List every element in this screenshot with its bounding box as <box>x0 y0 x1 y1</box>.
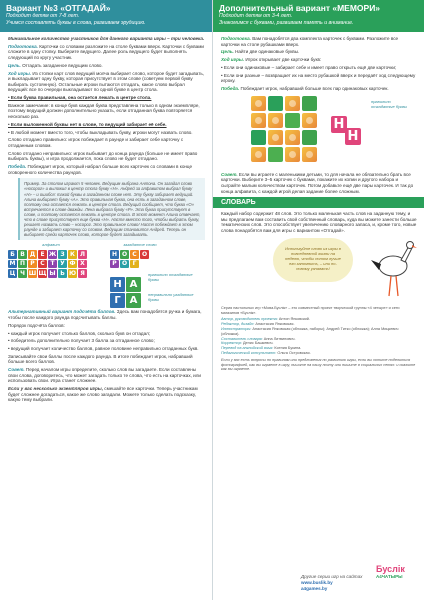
advice-heading: Совет. <box>8 367 25 373</box>
few-para <box>8 386 205 403</box>
memory-card <box>285 147 300 162</box>
letter-tile: Х <box>78 260 87 269</box>
letter-tile: М <box>9 260 16 268</box>
letter-tile: Щ <box>38 269 47 277</box>
win-para <box>8 164 205 175</box>
contact-text: Если у вас есть вопросы по правилам или предложения по развитию игры, если вы хотите поделиться фотографией, как вы играете в игру, пишите на нашу почту или пишите в социальных сетях: и скажите как вы играете. <box>221 357 416 372</box>
memory-advice-heading: Совет. <box>221 171 238 177</box>
memory-card <box>268 96 283 111</box>
site-links <box>301 574 362 592</box>
rule-2: • победитель дополнительно получает 3 балла за отгаданное слово; <box>8 338 155 344</box>
bullet-important: Важное замечание: в конце букв каждая буква представлена только в одном экземпляре, поэтому ведущий должен дополнительно указать, если отгаданная буква повторяется несколько раз. <box>8 102 200 120</box>
site-link-a4games[interactable]: a4games.by <box>301 586 328 591</box>
alphabet-label: алфавит <box>42 242 60 248</box>
bullet-wrong: • Если выложенной буквы нет в слове, то ведущий забирает её себе. <box>8 121 167 127</box>
memory-card <box>251 96 266 111</box>
move-heading: Ход игры. <box>8 70 32 76</box>
memory-win-text: Побеждает игрок, набравший больше всех пар одинаковых карточек. <box>240 86 389 92</box>
letter-tile: А <box>126 277 141 292</box>
memory-move-text: Игрок открывает две карточки букв: <box>245 57 322 63</box>
right-letters-grid <box>110 277 141 292</box>
memory-same: • Если они одинаковые – забирает себе и имеет право открыть ещё две карточки; <box>221 64 397 70</box>
goal-text: Отгадать загаданное ведущим слово. <box>22 62 103 68</box>
memory-card <box>302 96 317 111</box>
credit-editor-key: Редактор, дизайн: <box>221 322 255 327</box>
letter-tile: А <box>126 293 141 308</box>
variant-3-body <box>0 32 212 403</box>
example-note: Пример. За столом играют 5 человек. Ведущим выбрана Антона. Он загадал слово «носорог» и выложил в центр стола букву «Н». Андрей за алфавитом выбрал букву «Н» – и ошибся: такой буквы в загаданном слове нет. Эту букву забирает ведущий. Алина выбирает букву «А». Это правильная буква, она есть в загаданном слове, поэтому она остается лежать в центре стола. Ведущий сообщает, что буква «О» встречается в слове дважды. Лена выбрала букву «Р». Эта буква присутствует в слове, и поэтому остается лежать в центре стола. В этот момент Алина отвечает, что в слове присутствует еще буква «Н». Настя вместо того, чтобы выбрать букву, решает назвать слово – носорог. Это правильное слово! Настя побеждает в этом раунде и забирает карточку со словом. Ведущим становится Андрей. Теперь он выбирает среди карточек слово, которое будет загадывать. <box>18 178 205 240</box>
letter-tile: О <box>141 250 148 258</box>
site-link-buslik[interactable]: www.buslik.by <box>301 580 333 585</box>
advice-para <box>8 367 205 384</box>
memory-title: Дополнительный вариант «МЕМОРИ» <box>219 3 381 13</box>
memory-goal-sub: Знакомимся с буквами, развиваем память и внимание. <box>219 19 354 26</box>
letter-tile: Ч <box>18 269 27 278</box>
right-letters-label: правильно отгаданные буквы <box>148 272 193 283</box>
letter-tile: Ф <box>69 260 76 268</box>
memory-card <box>302 113 317 128</box>
letter-tile: З <box>58 250 67 259</box>
brand-name-2: А4ЧАТЫРЫ <box>376 574 403 579</box>
credits-intro: Серия настольных игр «Мова.Буслік» – это совместный проект творческой группы «4 четыре» и сети магазинов «Буслік». <box>221 305 400 315</box>
brand-name: Буслік <box>376 564 405 574</box>
few-text: смешайте все карточки. Теперь участникам будет сложнее догадаться, какое же слово загадали. Можете только сделать подсказку, какую тему выбрали. <box>8 386 198 403</box>
letter-tile: Я <box>78 269 87 278</box>
letter-tile: П <box>19 260 26 268</box>
memory-card <box>302 147 317 162</box>
memory-illustration <box>221 94 417 170</box>
alt-text: Здесь вам понадобятся ручка и бумага, чтобы после каждого раунда подсчитывать баллы. <box>8 309 202 320</box>
memory-cards-grid <box>251 96 317 162</box>
variant-3-header <box>0 0 212 32</box>
guess-ok: Слово отгадано правильно: игрок побеждает в раунде и забирает себе карточку с отгаданным словом. <box>8 137 184 148</box>
memory-card <box>251 113 266 128</box>
rules-heading: Порядок подсчёта баллов: <box>8 322 65 328</box>
mascot-area <box>213 236 424 306</box>
brand-logo <box>376 564 418 594</box>
memory-card <box>285 130 300 145</box>
memory-card <box>302 130 317 145</box>
credit-ped-key: Педагогический консультант: <box>221 350 277 355</box>
credit-ped-val: Ольга Островская. <box>277 350 311 355</box>
rule-1: • каждый игрок получает столько баллов, сколько букв он отгадал; <box>8 330 151 336</box>
credit-illustrators <box>221 327 416 337</box>
letter-tile: О <box>121 260 128 268</box>
memory-card <box>285 113 300 128</box>
memory-age: Подходит детям от 3-4 лет. <box>219 13 293 19</box>
alt-para <box>8 309 205 320</box>
bullet-right: • Если буква правильная, она остается лежать в центре стола. <box>8 95 152 101</box>
letter-tile: С <box>130 250 139 259</box>
letters-illustration <box>8 243 205 309</box>
credit-tr-val: Ксения Букина. <box>274 346 302 351</box>
letter-tile: Р <box>28 260 37 269</box>
memory-move-heading: Ход игры. <box>221 57 245 63</box>
letter-tile: У <box>58 260 67 269</box>
sites-label: Другие серии игр на сайтах <box>301 574 363 579</box>
wrong-letters-grid <box>110 293 141 308</box>
letter-tile: Ш <box>28 269 37 277</box>
win-heading: Победа. <box>8 164 27 170</box>
secret-label: загаданное слово <box>123 242 157 248</box>
found-pair-card: Н <box>331 116 347 133</box>
letter-tile: С <box>38 260 47 269</box>
letter-tile: Д <box>29 250 36 258</box>
memory-diff: • Если они разные – возвращает их на место рубашкой вверх и передаёт ход следующему игроку. <box>221 72 416 84</box>
letter-tile: Н <box>111 250 118 258</box>
memory-card <box>251 130 266 145</box>
credit-consultant <box>221 351 416 356</box>
right-column <box>212 0 424 600</box>
letter-tile: В <box>18 250 27 259</box>
tip-cloud: Используйте слово из игры в повседневной жизни на неделю, чтобы потом лучше его запомнить, – или по-новому узнавать! <box>273 238 353 282</box>
letter-tile: К <box>68 250 77 259</box>
rule-3: • ведущий получает количество баллов, равное половине неправильно отгаданных букв. <box>8 346 199 352</box>
prep-para <box>8 44 205 61</box>
memory-card <box>251 147 266 162</box>
credit-ill-key: Иллюстраторы: <box>221 327 252 331</box>
stork-icon <box>363 236 417 300</box>
goal-para <box>8 63 205 69</box>
found-pair-card: Н <box>345 128 361 145</box>
move-text: Из стопки карт слов ведущий молча выбирает слово, которое будет загадывать, и выкладывает одну букву, которая присутствует в этом слове (советуем первой букву выбирать сустоянную). Остальные игроки пытаются отгадать, какое слово выбрал ведущий: все по очереди выкладывают по одной букве в центр стола. <box>8 70 205 93</box>
letter-tile: Ы <box>49 269 56 277</box>
memory-goal-heading: Цель. <box>221 49 234 55</box>
few-heading: Если у вас несколько экземпляров игры, <box>8 386 104 392</box>
letter-tile: Е <box>38 250 47 259</box>
advice-text: Перед началом игры определите, сколько слов вы загадаете. Если составлены свои слова, договоритесь, что может загадать только те слова, что есть на карточках, или использовать свои. Игра станет сложнее. <box>8 367 201 384</box>
letter-tile: Н <box>110 277 125 292</box>
variant-3-age: Подходит детям от 7-8 лет. <box>6 13 80 19</box>
credit-tr-key: Перевод на английский язык: <box>221 346 274 351</box>
found-pairs-label: правильно отгаданные буквы <box>371 98 407 109</box>
credits <box>213 306 424 372</box>
memory-prep-text: Вам понадобятся два комплекта карточек с буквами. Разложите все карточки на столе рубашками вверх. <box>221 36 399 47</box>
letter-tile: Г <box>130 260 139 269</box>
dictionary-text: Каждый набор содержит 48 слов. Это только маленькая часть слов на заданную тему, и мы предлагаем вам составить свой собственный словарь, куда вы можете занести больше тематических слов. Это способствует увеличению словарного запаса, и, кроме того, новые слова понадобятся вам для игры с вариантом «Отгадай». <box>221 211 417 234</box>
letter-tile: Б <box>8 250 17 259</box>
prep-heading: Подготовка. <box>8 43 38 49</box>
letter-tile: Т <box>48 260 57 269</box>
dictionary-band: СЛОВАРЬ <box>213 197 424 208</box>
memory-card <box>268 130 283 145</box>
prep-text: Карточки со словами разложите на столе буквами вверх. Карточки с буквами сложите в одну стопку. Выберите ведущего. Далее роль ведущего будет выполнять следующий по кругу участник. <box>8 43 204 60</box>
memory-prep-para <box>221 36 417 47</box>
memory-goal-text: Найти две одинаковые буквы. <box>235 49 300 55</box>
wrong-letters-label: неправильно угаданные буквы <box>148 292 194 303</box>
variant-3-goal-sub: Учимся составлять буквы в слова, развиваем эрудицию. <box>6 19 146 26</box>
memory-card <box>268 147 283 162</box>
alt-heading: Альтернативный вариант подсчёта баллов. <box>8 309 116 315</box>
goal-heading: Цель. <box>8 62 21 68</box>
variant-3-title: Вариант №3 «ОТГАДАЙ» <box>6 3 111 13</box>
credit-author-key: Автор, руководитель проекта: <box>221 317 278 322</box>
memory-advice-para <box>221 172 417 194</box>
letter-tile: Ь <box>58 269 67 278</box>
memory-body <box>213 32 424 194</box>
move-para <box>8 71 205 93</box>
credit-comp-key: Составитель словаря: <box>221 336 263 341</box>
memory-goal-para <box>221 49 417 55</box>
memory-win-para <box>221 86 417 92</box>
letter-tile: Ю <box>68 269 77 277</box>
memory-move-para <box>221 57 417 63</box>
letter-tile: Л <box>78 250 87 259</box>
letter-tile: Р <box>110 260 119 269</box>
alphabet-grid <box>8 250 87 278</box>
bullet-guess: • В любой момент вместо того, чтобы выкладывать букву, игроки могут назвать слово. <box>8 129 193 135</box>
memory-card <box>268 113 283 128</box>
memory-card <box>285 96 300 111</box>
memory-header <box>213 0 424 32</box>
guess-bad: Слово отгадано неправильно: игрок выбывает до конца раунда (больше не имеет право выбирать буквы), и игра продолжается, пока слово не будет отгадано. <box>8 150 198 162</box>
rule-4: Записывайте свои баллы после каждого раунда. В итоге побеждает игрок, набравший больше всего баллов. <box>8 353 193 365</box>
credit-comp-val: Анна Литвинович. <box>263 336 296 341</box>
letter-tile: Г <box>110 293 125 308</box>
dictionary-body <box>213 211 424 233</box>
memory-advice-text: Если вы играете с маленькими детьми, то для начала не обязательно брать все карточки. Выберите 3–5 карточек с буквами, покажите их копии и другого набора и сыграйте малым количеством карточек. Потом добавьте ещё две пары карточек. И так до конца алфавита, с каждой игрой делая задание более сложным. <box>221 171 414 194</box>
credit-corr-key: Корректор: <box>221 341 242 346</box>
secret-word-grid <box>110 250 149 268</box>
credit-editor-val: Анастасия Янковская. <box>255 322 295 327</box>
letter-tile: Ц <box>9 269 16 277</box>
letter-tile: Ж <box>48 250 57 258</box>
win-text: Побеждает игрок, который набрал больше всех карточек со словами в конце оговоренного количества раундов. <box>8 164 193 175</box>
memory-prep-heading: Подготовка. <box>221 36 251 41</box>
letter-tile: О <box>121 250 128 258</box>
credit-author-val: Антон Янковский. <box>278 317 310 322</box>
intro-text: Минимальное количество участников для данного варианта игры – три человека. <box>8 36 205 41</box>
credit-corr-val: Денис Башкевич. <box>242 341 274 346</box>
credit-ill-val: Анастасия Янковская (обложка, наборы); Андрей Титко (обложка); Алла Мицкевич (обложка). <box>221 327 399 336</box>
memory-win-heading: Победа. <box>221 86 240 92</box>
